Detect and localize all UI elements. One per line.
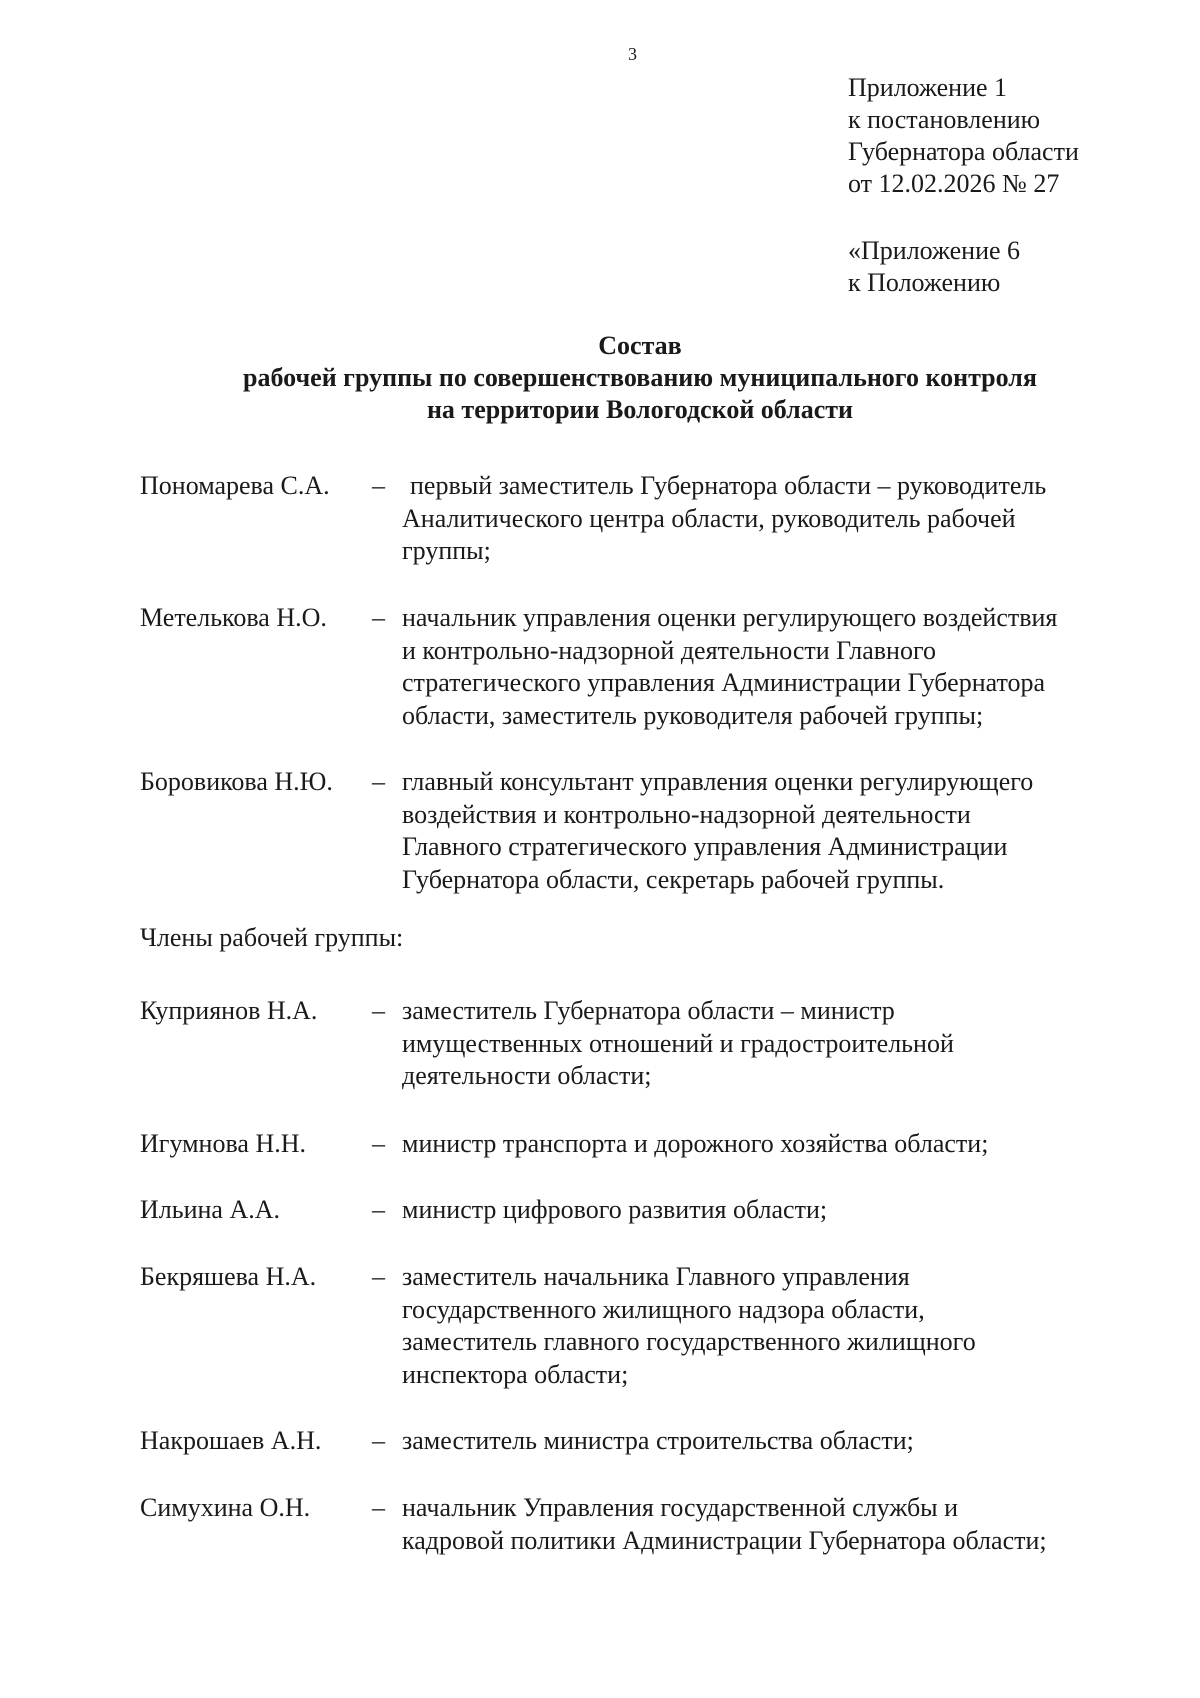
member-name: Игумнова Н.Н. xyxy=(140,1129,306,1158)
member-name: Бекряшева Н.А. xyxy=(140,1262,317,1291)
role-line: кадровой политики Администрации Губернатора области; xyxy=(402,1525,1047,1555)
role-line: министр цифрового развития области; xyxy=(402,1195,828,1224)
role-line: воздействия и контрольно-надзорной деятельности xyxy=(402,799,971,829)
role-line: заместитель главного государственного жилищного xyxy=(402,1327,976,1356)
member-role xyxy=(402,1261,1122,1391)
appendix-1-line: к постановлению xyxy=(848,105,1041,134)
member-name: Накрошаев А.Н. xyxy=(140,1426,322,1455)
role-line: министр транспорта и дорожного хозяйства области; xyxy=(402,1129,989,1158)
member-name: Куприянов Н.А. xyxy=(140,996,318,1025)
role-line: инспектора области; xyxy=(402,1359,629,1389)
dash: – xyxy=(372,1426,385,1455)
dash: – xyxy=(372,1195,385,1224)
role-line: деятельности области; xyxy=(402,1061,652,1090)
appendix-1-line: Приложение 1 xyxy=(848,73,1008,102)
member-role xyxy=(402,602,1122,732)
member-role xyxy=(402,995,1122,1093)
role-line: главный консультант управления оценки регулирующего xyxy=(402,767,1034,796)
member-name: Метелькова Н.О. xyxy=(140,603,327,632)
dash: – xyxy=(372,996,385,1025)
title-line: Состав xyxy=(598,331,682,360)
dash: – xyxy=(372,1493,385,1522)
title-line: рабочей группы по совершенствованию муниципального контроля xyxy=(243,363,1037,392)
member-name: Боровикова Н.Ю. xyxy=(140,767,333,796)
member-name: Пономарева С.А. xyxy=(140,471,330,500)
dash: – xyxy=(372,1129,385,1158)
role-line: начальник управления оценки регулирующего воздействия xyxy=(402,603,1058,632)
appendix-1-header xyxy=(848,72,1079,200)
dash: – xyxy=(372,471,385,500)
member-role xyxy=(402,1425,1122,1458)
role-line: Главного стратегического управления Администрации xyxy=(402,832,1008,861)
role-line: государственного жилищного надзора области, xyxy=(402,1294,925,1324)
member-name: Симухина О.Н. xyxy=(140,1493,311,1522)
appendix-6-line: «Приложение 6 xyxy=(848,236,1021,265)
dash: – xyxy=(372,603,385,632)
role-line: начальник Управления государственной службы и xyxy=(402,1493,959,1522)
appendix-1-line: Губернатора области xyxy=(848,137,1079,166)
member-name: Ильина А.А. xyxy=(140,1195,281,1224)
dash: – xyxy=(372,767,385,796)
role-line: и контрольно-надзорной деятельности Главного xyxy=(402,635,936,665)
member-role xyxy=(402,470,1122,568)
document-title xyxy=(0,330,1200,426)
member-role xyxy=(402,1194,1122,1227)
member-role xyxy=(402,1492,1122,1557)
member-role xyxy=(402,1128,1122,1161)
role-line: имущественных отношений и градостроительной xyxy=(402,1028,954,1058)
role-line: области, заместитель руководителя рабочей группы; xyxy=(402,700,984,730)
role-line: Аналитического центра области, руководитель рабочей xyxy=(402,503,1016,533)
appendix-1-line: от 12.02.2026 № 27 xyxy=(848,169,1060,198)
role-line: заместитель Губернатора области – министр xyxy=(402,996,895,1025)
role-line: Губернатора области, секретарь рабочей группы. xyxy=(402,864,945,894)
title-line: на территории Вологодской области xyxy=(426,395,854,424)
appendix-6-line: к Положению xyxy=(848,268,1001,297)
dash: – xyxy=(372,1262,385,1291)
appendix-6-header xyxy=(848,235,1020,299)
role-line: заместитель начальника Главного управления xyxy=(402,1262,910,1291)
role-line: заместитель министра строительства области; xyxy=(402,1426,914,1455)
role-line: стратегического управления Администрации Губернатора xyxy=(402,668,1046,697)
member-role xyxy=(402,766,1122,896)
members-heading: Члены рабочей группы: xyxy=(140,923,404,952)
page-number: 3 xyxy=(628,44,637,64)
role-line: группы; xyxy=(402,536,491,565)
role-line: первый заместитель Губернатора области – руководитель xyxy=(410,471,1047,500)
